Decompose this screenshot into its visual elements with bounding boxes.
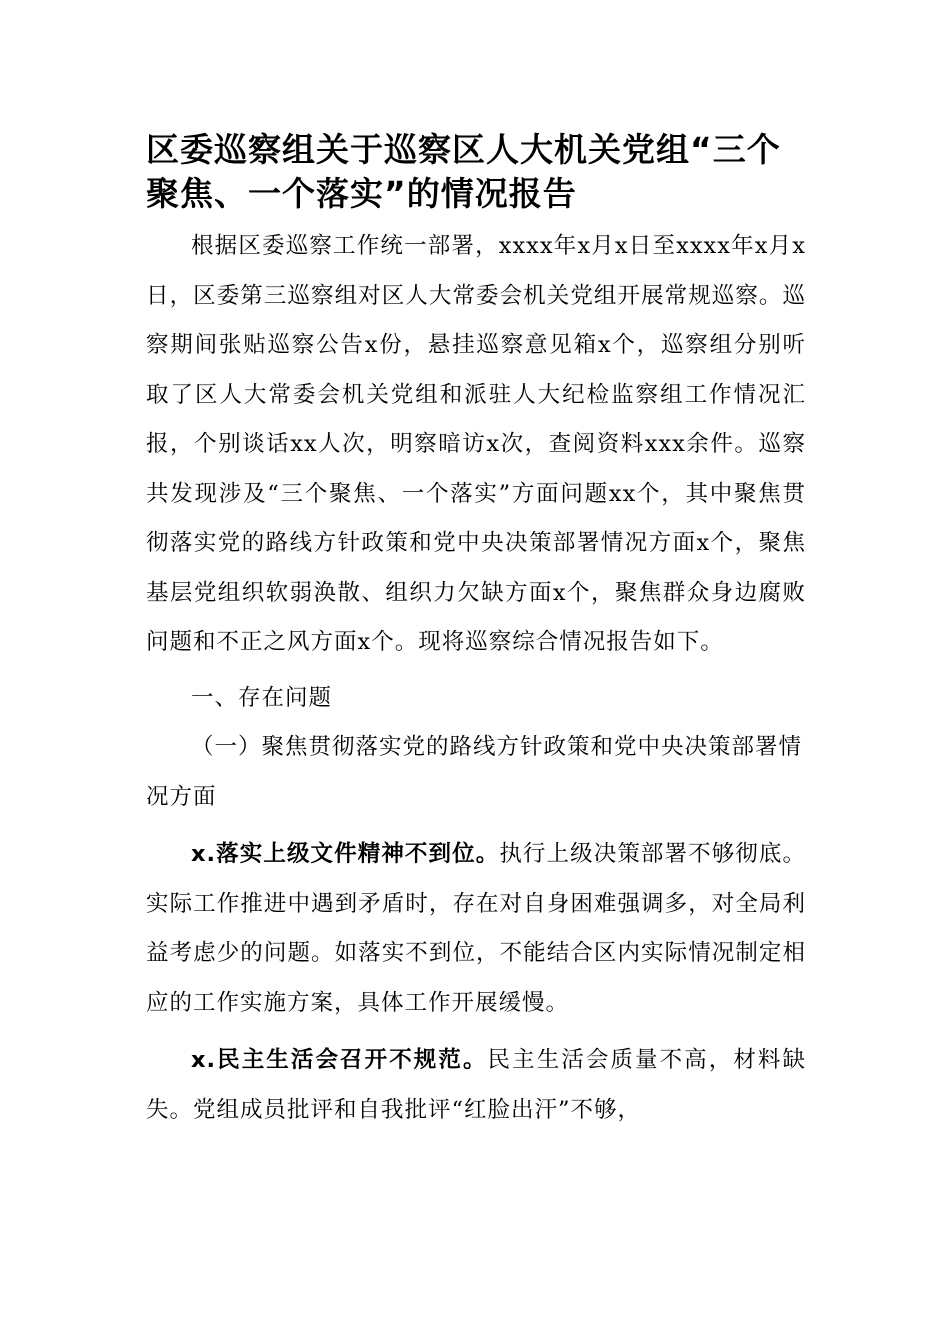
- problem-item-1-lead: x.落实上级文件精神不到位。: [191, 841, 500, 867]
- problem-item-1-body: 执行上级决策部署不够彻底。实际工作推进中遇到矛盾时，存在对自身困难强调多，对全局利益考虑少的问题。如落实不到位，不能结合区内实际情况制定相应的工作实施方案，具体工作开展缓慢。: [146, 841, 806, 1016]
- document-title: 区委巡察组关于巡察区人大机关党组“三个聚焦、一个落实”的情况报告: [146, 130, 781, 213]
- subsection-heading-1: （一）聚焦贯彻落实党的路线方针政策和党中央决策部署情况方面: [146, 734, 803, 810]
- problem-item-2: [146, 1036, 806, 1135]
- document-page: [146, 128, 806, 1135]
- problem-item-2-body: 民主生活会质量不高，材料缺失。党组成员批评和自我批评“红脸出汗”不够，: [146, 1047, 806, 1123]
- section-heading-problems: 一、存在问题: [191, 684, 333, 711]
- problem-item-1: [146, 830, 806, 1028]
- intro-paragraph: 根据区委巡察工作统一部署，xxxx年x月x日至xxxx年x月x日，区委第三巡察组对区人大常委会机关党组开展常规巡察。巡察期间张贴巡察公告x份，悬挂巡察意见箱x个，巡察组分别听取了区人大常委会机关党组和派驻人大纪检监察组工作情况汇报，个别谈话xx人次，明察暗访x次，查阅资料xxx余件。巡察共发现涉及“三个聚焦、一个落实”方面问题xx个，其中聚焦贯彻落实党的路线方针政策和党中央决策部署情况方面x个，聚焦基层党组织软弱涣散、组织力欠缺方面x个，聚焦群众身边腐败问题和不正之风方面x个。现将巡察综合情况报告如下。: [146, 233, 806, 655]
- problem-item-2-lead: x.民主生活会召开不规范。: [191, 1047, 488, 1073]
